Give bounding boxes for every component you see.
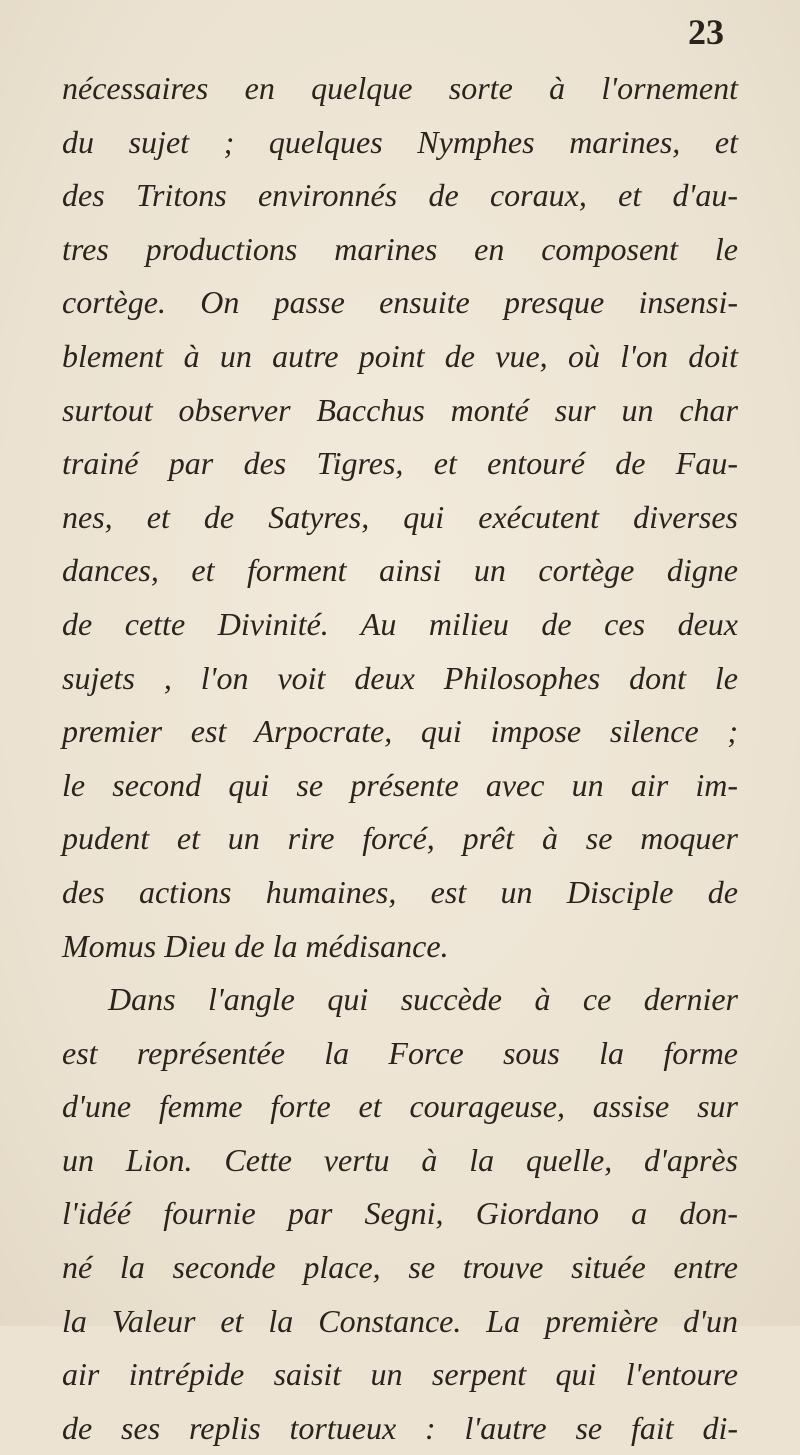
body-text	[62, 62, 738, 1455]
text-line: est représentée la Force sous la forme	[62, 1034, 738, 1071]
text-line: d'une femme forte et courageuse, assise sur	[62, 1088, 738, 1125]
text-line: sujets , l'on voit deux Philosophes dont le	[62, 659, 738, 696]
text-line: surtout observer Bacchus monté sur un char	[62, 391, 738, 428]
text-line: tres productions marines en composent le	[62, 230, 738, 267]
text-line: nes, et de Satyres, qui exécutent diverses	[62, 498, 738, 535]
text-line: le second qui se présente avec un air im-	[62, 766, 738, 803]
text-line: un Lion. Cette vertu à la quelle, d'après	[62, 1141, 738, 1178]
page-number: 23	[688, 12, 724, 52]
text-line-paragraph-end: Momus Dieu de la médisance.	[62, 927, 449, 964]
text-line-paragraph-start: Dans l'angle qui succède à ce dernier	[108, 981, 738, 1018]
text-line: de ses replis tortueux : l'autre se fait di-	[62, 1409, 738, 1446]
text-line: la Valeur et la Constance. La première d'un	[62, 1302, 738, 1339]
text-line: nécessaires en quelque sorte à l'ornement	[62, 70, 738, 106]
text-line: dances, et forment ainsi un cortège digne	[62, 552, 738, 589]
text-line: des actions humaines, est un Disciple de	[62, 873, 738, 910]
text-line: du sujet ; quelques Nymphes marines, et	[62, 123, 738, 160]
text-line: né la seconde place, se trouve située entre	[62, 1249, 738, 1286]
text-line: blement à un autre point de vue, où l'on doit	[62, 337, 738, 374]
text-line: premier est Arpocrate, qui impose silence ;	[62, 713, 738, 750]
text-line: air intrépide saisit un serpent qui l'entoure	[62, 1356, 738, 1393]
text-line: cortège. On passe ensuite presque insensi-	[62, 284, 738, 321]
text-line: de cette Divinité. Au milieu de ces deux	[62, 605, 738, 642]
text-line: trainé par des Tigres, et entouré de Fau-	[62, 445, 738, 482]
text-line: pudent et un rire forcé, prêt à se moquer	[62, 820, 738, 857]
text-line: l'idéé fournie par Segni, Giordano a don-	[62, 1195, 738, 1232]
text-line: des Tritons environnés de coraux, et d'au-	[62, 177, 738, 214]
